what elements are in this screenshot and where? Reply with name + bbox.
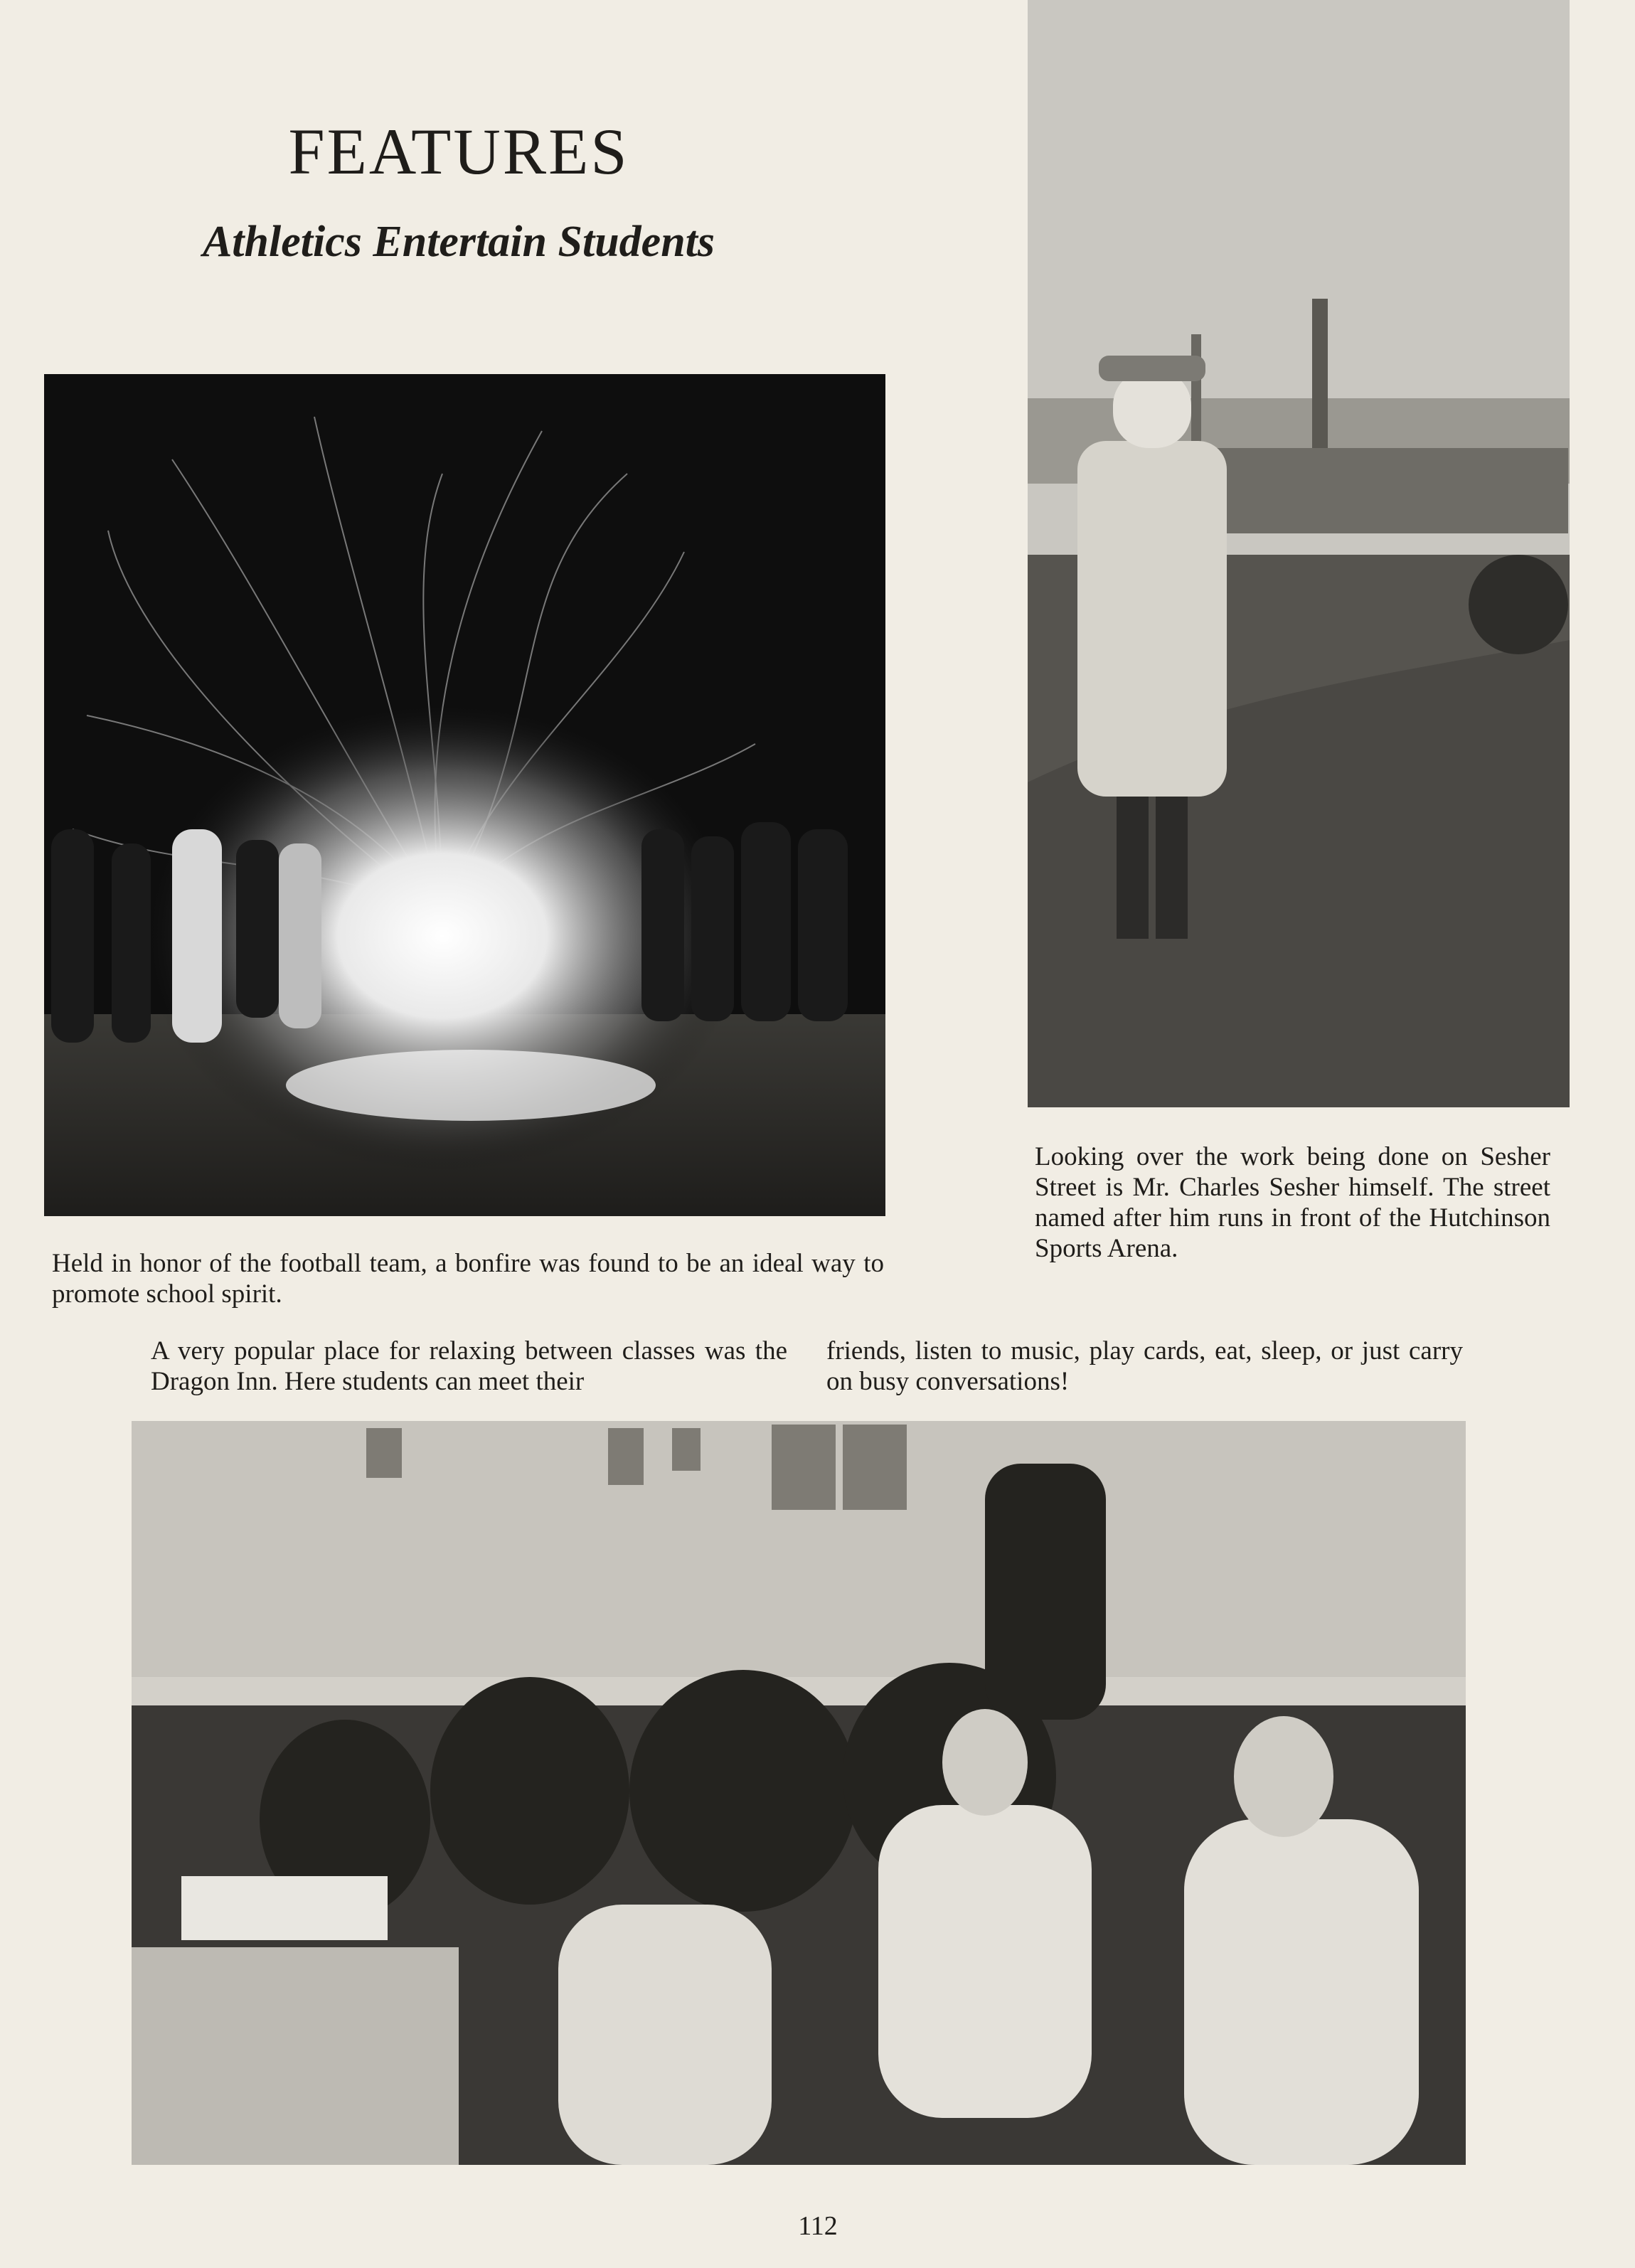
dragon-inn-photo-art: [132, 1421, 1466, 2165]
page-title: FEATURES: [288, 115, 629, 188]
dragon-inn-caption-col2: friends, listen to music, play cards, eat, sleep, or just carry on busy conversations!: [826, 1336, 1463, 1396]
bonfire-caption: Held in honor of the football team, a bonfire was found to be an ideal way to promote school spirit.: [52, 1249, 884, 1309]
page-number: 112: [798, 2211, 838, 2241]
page-subtitle: Athletics Entertain Students: [202, 218, 715, 266]
sesher-street-photo: [1028, 0, 1570, 1107]
sesher-street-photo-art: [1028, 0, 1570, 1107]
dragon-inn-photo: [132, 1421, 1466, 2165]
bonfire-photo-art: [44, 374, 885, 1216]
dragon-inn-caption-col1: A very popular place for relaxing between classes was the Dragon Inn. Here students can meet their: [151, 1336, 787, 1396]
sesher-caption: Looking over the work being done on Sesher Street is Mr. Charles Sesher himself. The street named after him runs in front of the Hutchinson Sports Arena.: [1035, 1142, 1550, 1263]
bonfire-photo: [44, 374, 885, 1216]
